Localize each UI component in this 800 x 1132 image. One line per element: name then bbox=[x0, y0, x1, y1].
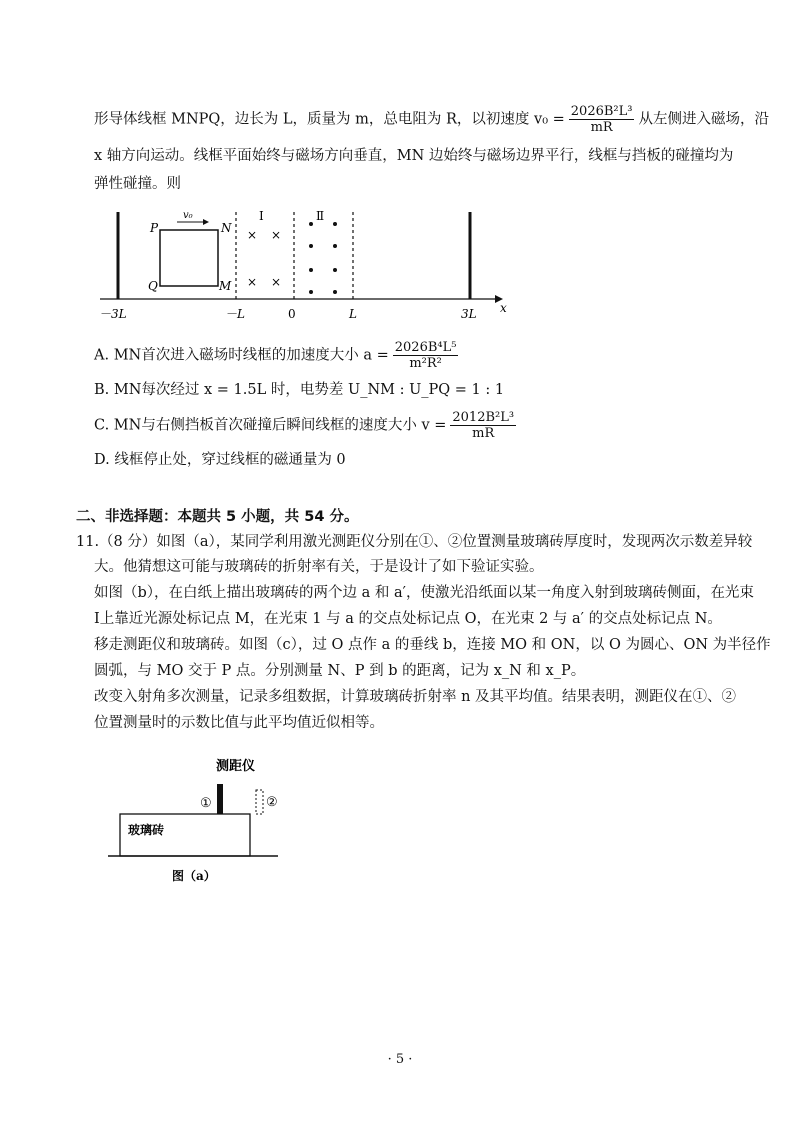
field-dot bbox=[309, 268, 313, 272]
page-number: · 5 · bbox=[387, 1052, 413, 1067]
field-dot bbox=[333, 268, 337, 272]
option-C bbox=[94, 410, 520, 441]
label-N: N bbox=[221, 221, 232, 235]
option-A-numerator: 2026B⁴L⁵ bbox=[394, 340, 457, 355]
velocity-arrowhead bbox=[203, 219, 209, 225]
field-cross: × bbox=[271, 275, 282, 289]
field-cross: × bbox=[247, 228, 258, 242]
magnetic-field-figure bbox=[95, 200, 515, 330]
q11-line-7: 改变入射角多次测量，记录多组数据，计算玻璃砖折射率 n 及其平均值。结果表明，测距仪在①、② bbox=[94, 689, 737, 705]
label-Q: Q bbox=[148, 279, 158, 293]
rangefinder-label: 测距仪 bbox=[216, 759, 256, 774]
region-I-label: Ⅰ bbox=[259, 209, 264, 223]
v0-numerator: 2026B²L³ bbox=[570, 104, 633, 119]
figure-a-caption: 图（a） bbox=[172, 869, 216, 883]
tick-3L: 3L bbox=[461, 307, 477, 321]
intro-line-2: x 轴方向运动。线框平面始终与磁场方向垂直，MN 边始终与磁场边界平行，线框与挡板的碰撞均为 bbox=[94, 148, 734, 164]
region-II-label: Ⅱ bbox=[316, 209, 325, 223]
label-P: P bbox=[150, 221, 159, 235]
field-dot bbox=[333, 222, 337, 226]
intro-line-1 bbox=[94, 104, 769, 135]
field-dot bbox=[333, 244, 337, 248]
x-axis-label: x bbox=[500, 301, 507, 315]
field-dot bbox=[333, 290, 337, 294]
q11-line-4: Ⅰ上靠近光源处标记点 M，在光束 1 与 a 的交点处标记点 O，在光束 2 与 a′ 的交点处标记点 N。 bbox=[94, 611, 722, 627]
position-2-label: ② bbox=[266, 795, 278, 810]
option-A bbox=[94, 340, 462, 371]
tick-minus-L: －L bbox=[225, 307, 245, 321]
q11-line-2: 大。他猜想这可能与玻璃砖的折射率有关，于是设计了如下验证实验。 bbox=[94, 559, 544, 575]
option-C-denominator: mR bbox=[472, 426, 495, 441]
q11-line-3: 如图（b），在白纸上描出玻璃砖的两个边 a 和 a′，使激光沿纸面以某一角度入射到玻璃砖侧面，在光束 bbox=[94, 585, 754, 601]
q11-line-1: 11.（8 分）如图（a），某同学利用激光测距仪分别在①、②位置测量玻璃砖厚度时，发现两次示数差异较 bbox=[76, 534, 753, 550]
figure-a bbox=[100, 750, 300, 890]
option-C-numerator: 2012B²L³ bbox=[452, 410, 515, 425]
option-C-fraction bbox=[450, 410, 516, 441]
field-cross: × bbox=[271, 228, 282, 242]
label-v0: v₀ bbox=[183, 210, 193, 221]
section-heading: 二、非选择题：本题共 5 小题，共 54 分。 bbox=[76, 509, 359, 525]
rangefinder-position-2 bbox=[256, 790, 263, 814]
glass-block-label: 玻璃砖 bbox=[128, 823, 165, 837]
field-dot bbox=[309, 244, 313, 248]
option-A-text: A. MN首次进入磁场时线框的加速度大小 a = bbox=[94, 347, 389, 364]
tick-zero: 0 bbox=[288, 307, 296, 321]
option-B: B. MN每次经过 x = 1.5L 时，电势差 U_NM : U_PQ = 1 : 1 bbox=[94, 382, 505, 398]
field-dot bbox=[309, 222, 313, 226]
intro-line-3: 弹性碰撞。则 bbox=[94, 176, 181, 192]
option-C-text: C. MN与右侧挡板首次碰撞后瞬间线框的速度大小 v = bbox=[94, 417, 447, 434]
q11-line-5: 移走测距仪和玻璃砖。如图（c），过 O 点作 a 的垂线 b，连接 MO 和 ON，以 O 为圆心、ON 为半径作 bbox=[94, 637, 771, 653]
tick-minus-3L: －3L bbox=[99, 307, 127, 321]
field-dot bbox=[309, 290, 313, 294]
intro-line-1-tail: 从左侧进入磁场，沿 bbox=[638, 111, 769, 128]
v0-denominator: mR bbox=[590, 120, 613, 135]
option-A-fraction bbox=[393, 340, 459, 371]
q11-line-6: 圆弧，与 MO 交于 P 点。分别测量 N、P 到 b 的距离，记为 x_N 和 x_P。 bbox=[94, 663, 586, 679]
q11-line-8: 位置测量时的示数比值与此平均值近似相等。 bbox=[94, 715, 384, 731]
tick-L: L bbox=[349, 307, 357, 321]
label-M: M bbox=[219, 279, 232, 293]
rangefinder-position-1 bbox=[217, 784, 223, 814]
option-D: D. 线框停止处，穿过线框的磁通量为 0 bbox=[94, 452, 346, 468]
option-A-denominator: m²R² bbox=[409, 356, 442, 371]
intro-line-1-text: 形导体线框 MNPQ，边长为 L，质量为 m，总电阻为 R，以初速度 v₀ = bbox=[94, 111, 565, 128]
coil-frame bbox=[160, 230, 218, 286]
v0-fraction bbox=[569, 104, 635, 135]
field-cross: × bbox=[247, 275, 258, 289]
position-1-label: ① bbox=[200, 796, 212, 811]
